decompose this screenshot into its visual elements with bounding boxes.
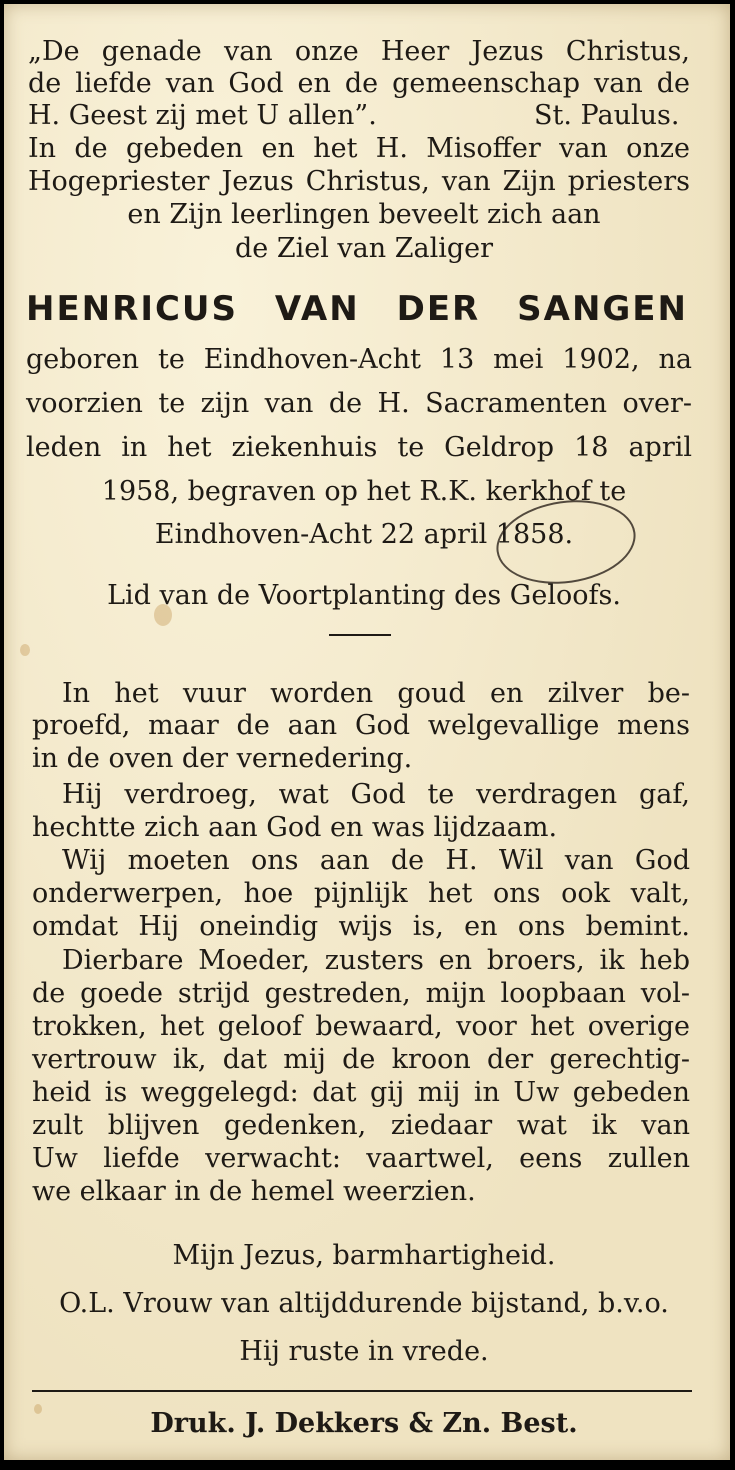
text-line: geboren te Eindhoven-Acht 13 mei 1902, na — [26, 344, 692, 375]
text-line: in de oven der vernedering. — [32, 743, 413, 774]
text-line: en Zijn leerlingen beveelt zich aan — [127, 199, 601, 230]
text-line: St. Paulus. — [534, 100, 680, 131]
text-line: Mijn Jezus, barmhartigheid. — [172, 1240, 556, 1271]
text-line: Uw liefde verwacht: vaartwel, eens zullen — [32, 1143, 690, 1174]
text-line: O.L. Vrouw van altijddurende bijstand, b.v.o. — [59, 1288, 669, 1319]
short-divider — [329, 634, 391, 636]
footer-divider — [32, 1390, 692, 1392]
text-line: „De genade van onze Heer Jezus Christus, — [28, 36, 690, 67]
deceased-name: HENRICUS VAN DER SANGEN — [26, 289, 688, 329]
text-line: de Ziel van Zaliger — [234, 233, 494, 264]
text-line: In het vuur worden goud en zilver be- — [62, 678, 690, 709]
text-line: de goede strijd gestreden, mijn loopbaan vol- — [32, 978, 690, 1009]
text-line: voorzien te zijn van de H. Sacramenten over- — [26, 388, 692, 419]
text-line: In de gebeden en het H. Misoffer van onze — [28, 133, 690, 164]
text-line: 1958, begraven op het R.K. kerkhof te — [101, 476, 627, 507]
printer-credit: Druk. J. Dekkers & Zn. Best. — [150, 1408, 578, 1439]
text-line: Eindhoven-Acht 22 april 1858. — [154, 519, 574, 550]
text-line: heid is weggelegd: dat gij mij in Uw gebeden — [32, 1077, 690, 1108]
text-line: leden in het ziekenhuis te Geldrop 18 april — [26, 432, 692, 463]
memorial-card — [4, 4, 730, 1460]
text-line: hechtte zich aan God en was lijdzaam. — [32, 812, 558, 843]
text-line: Wij moeten ons aan de H. Wil van God — [62, 845, 690, 876]
text-line: Dierbare Moeder, zusters en broers, ik heb — [62, 945, 690, 976]
text-line: vertrouw ik, dat mij de kroon der gerechtig- — [32, 1044, 690, 1075]
stain — [20, 644, 30, 656]
text-line: Hij verdroeg, wat God te verdragen gaf, — [62, 779, 690, 810]
text-line: Hogepriester Jezus Christus, van Zijn priesters — [28, 166, 690, 197]
text-line: Lid van de Voortplanting des Geloofs. — [107, 580, 621, 611]
text-line: Hij ruste in vrede. — [239, 1336, 489, 1367]
text-line: we elkaar in de hemel weerzien. — [32, 1176, 476, 1207]
text-line: de liefde van God en de gemeenschap van de — [28, 68, 690, 99]
text-line: H. Geest zij met U allen”. — [28, 100, 377, 131]
text-line: omdat Hij oneindig wijs is, en ons bemint. — [32, 911, 690, 942]
text-line: onderwerpen, hoe pijnlijk het ons ook valt, — [32, 878, 690, 909]
text-line: zult blijven gedenken, ziedaar wat ik van — [32, 1110, 690, 1141]
text-line: trokken, het geloof bewaard, voor het overige — [32, 1011, 690, 1042]
text-line: proefd, maar de aan God welgevallige mens — [32, 710, 690, 741]
